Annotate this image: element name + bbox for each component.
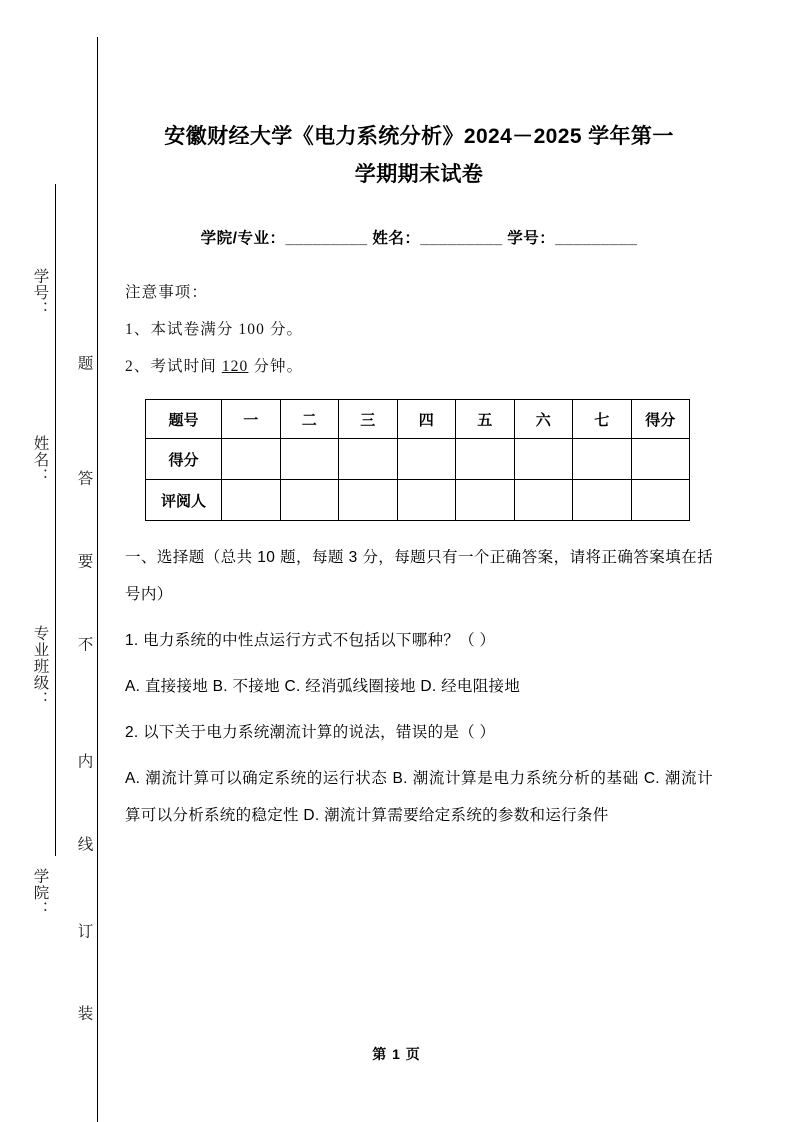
margin-char-ding: 订	[75, 923, 93, 940]
grader-cell[interactable]	[280, 480, 339, 521]
table-row-header	[146, 400, 690, 439]
notes-heading: 注意事项：	[125, 284, 209, 301]
page-title	[125, 0, 713, 194]
score-cell[interactable]	[397, 439, 456, 480]
margin-char-zhuang: 装	[75, 1005, 93, 1022]
score-row-label-grader: 评阅人	[146, 480, 222, 521]
margin-char-nei: 内	[75, 753, 93, 770]
score-table-header-2: 二	[280, 400, 339, 439]
notes-item-2	[125, 348, 713, 385]
question-2-stem: 2. 以下关于电力系统潮流计算的说法，错误的是（ ）	[125, 724, 496, 741]
score-cell[interactable]	[573, 439, 632, 480]
table-row	[146, 439, 690, 480]
document-body	[125, 0, 713, 834]
margin-label-class: 专业班级：	[31, 625, 49, 708]
question-1-stem: 1. 电力系统的中性点运行方式不包括以下哪种？（ ）	[125, 632, 496, 649]
question-1-options: A. 直接接地 B. 不接地 C. 经消弧线圈接地 D. 经电阻接地	[125, 678, 521, 695]
question-2-options: A. 潮流计算可以确定系统的运行状态 B. 潮流计算是电力系统分析的基础 C. 潮流计算可以分析系统的稳定性 D. 潮流计算需要给定系统的参数和运行条件	[125, 770, 713, 824]
notes-item-2-suffix: 分钟。	[248, 358, 304, 375]
grader-cell[interactable]	[222, 480, 281, 521]
score-table-header-7: 七	[573, 400, 632, 439]
margin-char-yao: 要	[75, 553, 93, 570]
score-table-header-6: 六	[514, 400, 573, 439]
score-cell[interactable]	[222, 439, 281, 480]
notes-item-1: 1、本试卷满分 100 分。	[125, 321, 304, 338]
score-table-header-5: 五	[456, 400, 515, 439]
score-cell[interactable]	[339, 439, 398, 480]
margin-char-da: 答	[75, 470, 93, 487]
score-table-header-8: 得分	[631, 400, 690, 439]
title-line-2: 学期期末试卷	[354, 163, 484, 186]
margin-label-name: 姓名：	[31, 435, 49, 485]
binding-rule-outer	[97, 37, 98, 1122]
grader-cell[interactable]	[397, 480, 456, 521]
grader-cell[interactable]	[573, 480, 632, 521]
student-info-line: 学院/专业：_________ 姓名：_________ 学号：_________	[200, 230, 638, 247]
score-cell[interactable]	[514, 439, 573, 480]
score-cell[interactable]	[280, 439, 339, 480]
margin-label-college: 学院：	[31, 868, 49, 918]
score-table-header-1: 一	[222, 400, 281, 439]
section-heading-1: 一、选择题（总共 10 题，每题 3 分，每题只有一个正确答案，请将正确答案填在括号内）	[125, 549, 713, 603]
margin-char-bu: 不	[75, 636, 93, 653]
score-cell[interactable]	[456, 439, 515, 480]
margin-char-xian: 线	[75, 836, 93, 853]
score-table-header-3: 三	[339, 400, 398, 439]
margin-label-student-id: 学号：	[31, 268, 49, 318]
exam-duration-value: 120	[221, 358, 249, 375]
binding-rule-inner	[55, 184, 56, 856]
notes-item-2-prefix: 2、考试时间	[125, 358, 222, 375]
page-footer: 第 1 页	[372, 1046, 421, 1062]
grader-cell[interactable]	[514, 480, 573, 521]
grader-cell[interactable]	[456, 480, 515, 521]
margin-char-ti: 题	[75, 355, 93, 372]
score-row-label-score: 得分	[146, 439, 222, 480]
score-table-header-4: 四	[397, 400, 456, 439]
table-row	[146, 480, 690, 521]
score-table-header-0: 题号	[146, 400, 222, 439]
grader-cell[interactable]	[631, 480, 690, 521]
score-table	[145, 399, 690, 521]
score-cell[interactable]	[631, 439, 690, 480]
title-line-1: 安徽财经大学《电力系统分析》2024－2025 学年第一	[164, 125, 674, 148]
grader-cell[interactable]	[339, 480, 398, 521]
